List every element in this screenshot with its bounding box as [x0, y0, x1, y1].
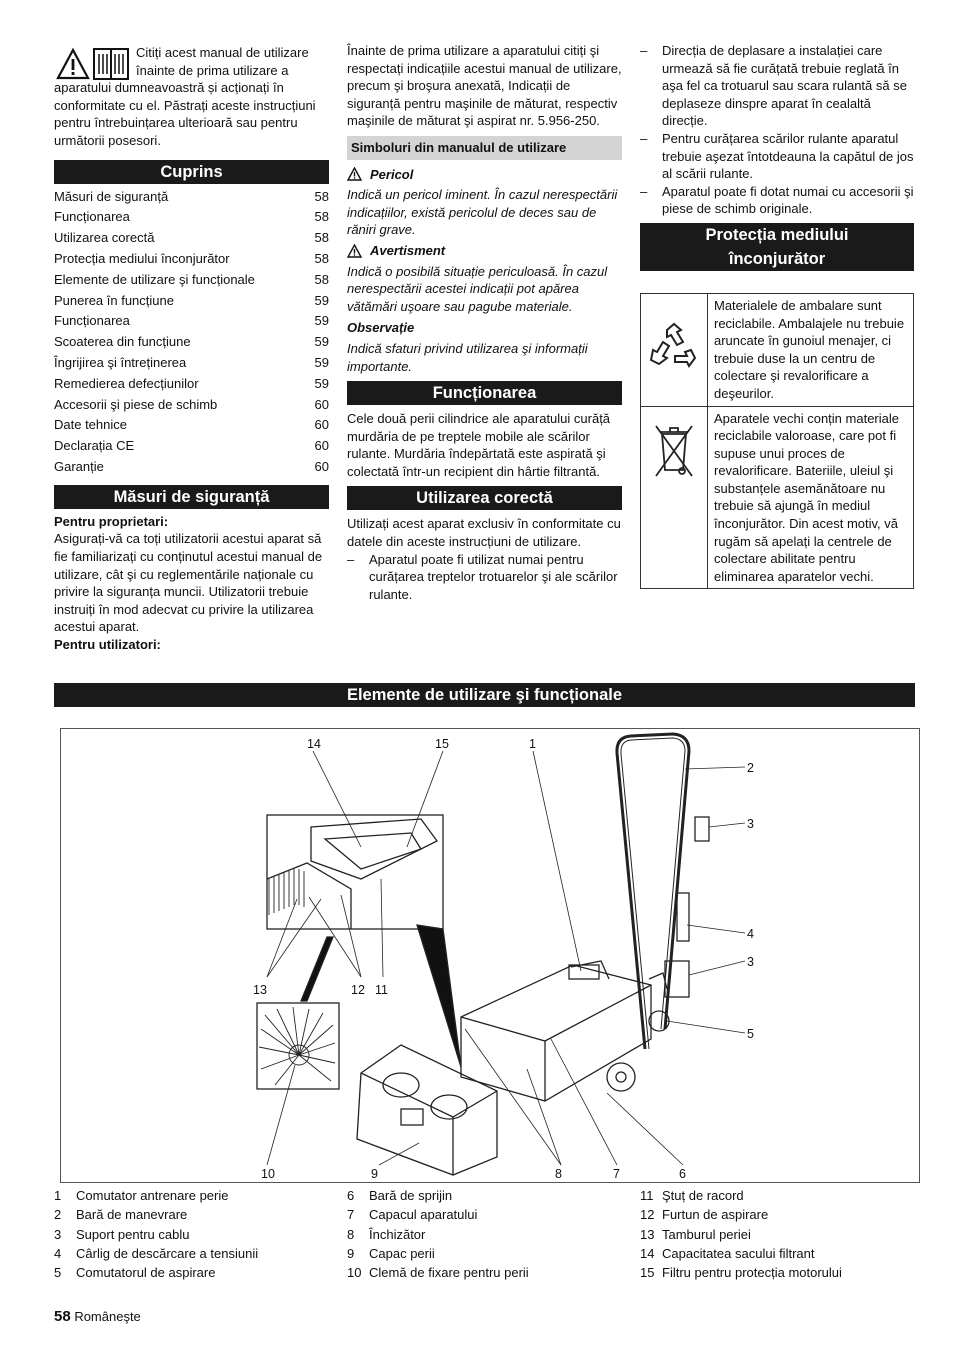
- toc-item-label: Accesorii şi piese de schimb: [54, 396, 218, 412]
- recycle-icon: [647, 320, 701, 374]
- legend-item: [54, 1263, 258, 1282]
- legend-item: [640, 1244, 842, 1263]
- figure-callout-number: 2: [747, 761, 754, 775]
- legend-number: 14: [640, 1245, 655, 1261]
- toc-item[interactable]: [54, 311, 329, 332]
- toc-item[interactable]: [54, 207, 329, 228]
- toc-item-page: 60: [314, 396, 329, 412]
- warning-manual-icons: [56, 48, 130, 80]
- direction-list-item: – Direcția de deplasare a instalației care urmează să fie curățată trebuie reglată în aşa fel ca trotuarul sau scara rulantă să se deplaseze dinspre aparat în cealaltă direcție.: [640, 42, 914, 130]
- direction-list-text: Aparatul poate fi dotat numai cu accesorii şi piese de schimb originale.: [662, 183, 914, 217]
- figure-callout-number: 12: [351, 983, 365, 997]
- warning-text: Indică o posibilă situație periculoasă. În cazul nerespectării acestei indicații pot apărea vătămări uşoare sau pagube materiale.: [347, 263, 608, 314]
- figure-callout-number: 7: [613, 1167, 620, 1181]
- env-table: [640, 293, 914, 590]
- weee-text: Aparatele vechi conțin materiale reciclabile valoroase, care pot fi supuse unui proces de revalorificare. Bateriile, uleiul şi substanțele asemănătoare nu trebuie să ajungă în mediul înconjurător. Din acest motiv, vă rugăm să apelați la centrele de colectare abilitate pentru eliminarea aparatelor vechi.: [708, 406, 914, 589]
- weee-cell: [641, 406, 708, 589]
- toc-item[interactable]: [54, 395, 329, 416]
- toc-item-page: 58: [314, 188, 329, 204]
- env-heading-line-2: înconjurător: [728, 249, 826, 268]
- toc-item-label: Îngrijirea şi întreținerea: [54, 354, 187, 370]
- legend-label: Furtun de aspirare: [662, 1207, 769, 1223]
- toc-item-page: 59: [314, 375, 329, 391]
- figure-callout-number: 11: [375, 983, 388, 997]
- toc-item-label: Utilizarea corectă: [54, 230, 155, 246]
- figure-callout-number: 5: [747, 1027, 754, 1041]
- legend-col-1: [54, 1186, 258, 1282]
- legend-item: [640, 1205, 842, 1224]
- symbols-heading: Simboluri din manualul de utilizare: [347, 136, 622, 160]
- toc-item-page: 60: [314, 438, 329, 454]
- func-text: Cele două perii cilindrice ale aparatului curăță murdăria de pe treptele mobile ale scărilor rulante. Murdăria îndepărtată este aspirată şi colectată într-un recipient din hârtie filtrantă.: [347, 411, 611, 479]
- note-text: Indică sfaturi privind utilizarea şi informații importante.: [347, 340, 588, 374]
- warning-label: Avertisment: [370, 242, 446, 258]
- toc-heading: Cuprins: [54, 160, 329, 184]
- figure-callout-number: 9: [371, 1167, 378, 1181]
- legend-number: 5: [54, 1265, 62, 1281]
- footer: [54, 1308, 141, 1325]
- legend-number: 13: [640, 1226, 655, 1242]
- toc-item-page: 59: [314, 334, 329, 350]
- legend-label: Suport pentru cablu: [76, 1226, 190, 1242]
- warning-triangle-icon: [56, 48, 90, 80]
- figure-callout-number: 14: [307, 737, 321, 751]
- direction-list-text: Pentru curățarea scărilor rulante aparatul trebuie aşezat întotdeauna la capătul de jos al scării rulante.: [662, 130, 914, 182]
- legend-item: [347, 1205, 529, 1224]
- legend-item: [54, 1225, 258, 1244]
- manual-book-icon: [93, 48, 129, 80]
- legend-item: [347, 1244, 529, 1263]
- toc-item-page: 58: [314, 209, 329, 225]
- toc-item-label: Funcționarea: [54, 209, 130, 225]
- legend-item: [347, 1225, 529, 1244]
- legend-number: 8: [347, 1226, 355, 1242]
- legend-label: Capacul aparatului: [369, 1207, 478, 1223]
- toc-item[interactable]: [54, 249, 329, 270]
- danger-triangle-icon: [347, 167, 362, 181]
- legend-number: 4: [54, 1245, 62, 1261]
- toc-item-page: 59: [314, 313, 329, 329]
- toc-item-label: Punerea în funcțiune: [54, 292, 174, 308]
- column-1: [54, 42, 329, 653]
- figure-callout-number: 1: [529, 737, 536, 751]
- legend-item: [640, 1263, 842, 1282]
- toc-item[interactable]: [54, 353, 329, 374]
- direction-list-text: Direcția de deplasare a instalației care urmează să fie curățată trebuie reglată în aşa fel ca trotuarul sau scara rulantă să se deplaseze dinspre aparat în cealaltă direcție.: [662, 43, 907, 129]
- machine-figure: [60, 728, 920, 1183]
- toc-item[interactable]: [54, 291, 329, 312]
- toc-item-label: Declarația CE: [54, 438, 135, 454]
- legend-label: Comutatorul de aspirare: [76, 1265, 216, 1281]
- warning-block: [347, 242, 622, 315]
- toc-item-page: 59: [314, 292, 329, 308]
- legend-label: Închizător: [369, 1226, 426, 1242]
- toc-item-label: Protecția mediului înconjurător: [54, 250, 230, 266]
- legend-label: Ştuț de racord: [662, 1188, 744, 1203]
- toc-item[interactable]: [54, 228, 329, 249]
- toc-item-label: Remedierea defecțiunilor: [54, 375, 199, 391]
- owners-label: Pentru proprietari:: [54, 513, 169, 529]
- legend-item: [347, 1186, 529, 1205]
- legend-label: Bară de manevrare: [76, 1207, 188, 1223]
- toc-item-page: 59: [314, 354, 329, 370]
- func-heading: Funcționarea: [347, 381, 622, 405]
- legend-col-2: [347, 1186, 529, 1282]
- legend-number: 1: [54, 1188, 62, 1203]
- note-label: Observație: [347, 320, 415, 336]
- use-item-text: Aparatul poate fi utilizat numai pentru curățarea treptelor trotuarelor şi ale scărilor rulante.: [369, 551, 618, 602]
- direction-list: [640, 42, 914, 218]
- legend-col-3: [640, 1186, 842, 1282]
- legend-item: [347, 1263, 529, 1282]
- legend-item: [640, 1225, 842, 1244]
- legend-number: 11: [640, 1188, 654, 1203]
- legend-number: 12: [640, 1207, 655, 1223]
- toc-item-page: 58: [314, 250, 329, 266]
- crossed-bin-icon: [652, 420, 696, 480]
- legend-label: Cârlig de descărcare a tensiunii: [76, 1245, 259, 1261]
- legend-number: 2: [54, 1207, 62, 1223]
- legend-item: [54, 1244, 258, 1263]
- legend-number: 10: [347, 1265, 362, 1281]
- toc-item-page: 60: [314, 458, 329, 474]
- warning-triangle-small-icon: [347, 244, 362, 258]
- toc-item[interactable]: [54, 436, 329, 457]
- legend-label: Bară de sprijin: [369, 1188, 453, 1203]
- intro-line-2: înainte de prima utilizare a: [136, 62, 289, 78]
- toc-item-label: Scoaterea din funcțiune: [54, 334, 191, 350]
- direction-list-item: – Pentru curățarea scărilor rulante aparatul trebuie aşezat întotdeauna la capătul de jos al scării rulante.: [640, 130, 914, 182]
- recycle-text: Materialele de ambalare sunt reciclabile. Ambalajele nu trebuie aruncate în gunoiul menajer, ci trebuie duse la un centru de colectare şi revalorificare a deşeurilor.: [708, 293, 914, 406]
- legend-label: Capacitatea sacului filtrant: [662, 1245, 815, 1261]
- danger-label: Pericol: [370, 166, 414, 182]
- env-heading-line-1: Protecția mediului: [705, 225, 849, 244]
- toc-item[interactable]: [54, 187, 329, 208]
- direction-list-item: – Aparatul poate fi dotat numai cu accesorii şi piese de schimb originale.: [640, 183, 914, 217]
- figure-callout-number: 4: [747, 927, 754, 941]
- toc-item-label: Garanție: [54, 458, 104, 474]
- legend-number: 6: [347, 1188, 355, 1203]
- legend-label: Tamburul periei: [662, 1226, 751, 1242]
- footer-language: Româneşte: [74, 1309, 141, 1324]
- env-heading: [640, 223, 914, 271]
- page-number: 58: [54, 1308, 71, 1325]
- legend-number: 3: [54, 1226, 62, 1242]
- legend-number: 7: [347, 1207, 355, 1223]
- toc-item[interactable]: [54, 270, 329, 291]
- safety-section: [54, 513, 329, 654]
- figure-callout-number: 3: [747, 817, 754, 831]
- note-block: [347, 319, 622, 375]
- legend-number: 15: [640, 1265, 655, 1281]
- figure-callout-number: 10: [261, 1167, 275, 1181]
- column-2: [347, 42, 622, 603]
- danger-text: Indică un pericol iminent. În cazul nerespectării indicațiilor, există pericolul de deces sau de răniri grave.: [347, 187, 618, 238]
- intro-block: [54, 42, 329, 150]
- use-text: Utilizați acest aparat exclusiv în conformitate cu datele din aceste instrucțiuni de utilizare.: [347, 516, 621, 550]
- legend-item: [54, 1205, 258, 1224]
- legend-number: 9: [347, 1245, 355, 1261]
- toc-item-page: 58: [314, 230, 329, 246]
- elements-heading: Elemente de utilizare şi funcționale: [54, 683, 915, 707]
- figure-callout-number: 8: [555, 1167, 562, 1181]
- toc-item-label: Date tehnice: [54, 417, 127, 433]
- escalator-cleaner-drawing: [61, 729, 919, 1182]
- recycle-cell: [641, 293, 708, 406]
- owners-text: Asigurați-vă ca toți utilizatorii acestui aparat să fie familiarizați cu conținutul acestui manual de utilizare, cât şi cu reglementările naționale cu privire la siguranța muncii. Utilizatorii trebuie instruiți în mod adecvat cu privire la utilizarea acestui aparat.: [54, 531, 323, 635]
- legend-label: Filtru pentru protecția motorului: [662, 1265, 842, 1281]
- legend-item: [640, 1186, 842, 1205]
- toc-item-label: Elemente de utilizare şi funcționale: [54, 271, 255, 287]
- toc-item-page: 60: [314, 417, 329, 433]
- legend-label: Comutator antrenare perie: [76, 1188, 229, 1203]
- figure-callout-number: 3: [747, 955, 754, 969]
- danger-block: [347, 166, 622, 239]
- toc-item-label: Măsuri de siguranță: [54, 188, 169, 204]
- use-item: – Aparatul poate fi utilizat numai pentru curățarea treptelor trotuarelor şi ale scărilor rulante.: [347, 551, 622, 604]
- toc-list: [54, 187, 329, 478]
- users-label: Pentru utilizatori:: [54, 636, 161, 652]
- use-heading: Utilizarea corectă: [347, 486, 622, 510]
- legend-label: Clemă de fixare pentru perii: [369, 1265, 529, 1281]
- toc-item[interactable]: [54, 374, 329, 395]
- safety-heading: Măsuri de siguranță: [54, 485, 329, 509]
- toc-item[interactable]: [54, 457, 329, 478]
- toc-item[interactable]: [54, 332, 329, 353]
- toc-item-label: Funcționarea: [54, 313, 130, 329]
- figure-callout-number: 6: [679, 1167, 686, 1181]
- figure-callout-number: 13: [253, 983, 267, 997]
- legend-item: [54, 1186, 258, 1205]
- toc-item-page: 58: [314, 271, 329, 287]
- intro-rest: aparatului dumneavoastră și acționați în conformitate cu el. Păstrați aceste instrucțiuni pentru întrebuințarea ulterioară sau pentru următorii posesori.: [54, 80, 316, 148]
- column-3: [640, 42, 914, 589]
- intro-line-1: Citiți acest manual de utilizare: [136, 45, 309, 60]
- legend-label: Capac perii: [369, 1245, 435, 1261]
- figure-callout-number: 15: [435, 737, 449, 751]
- toc-item[interactable]: [54, 415, 329, 436]
- col2-intro: Înainte de prima utilizare a aparatului citiți şi respectați indicațiile acestui manual de utilizare, precum şi broşura anexată, Indicații de siguranță pentru maşinile de măturat, respectiv maşinile de măturat şi aspirat nr. 5.956-250.: [347, 43, 622, 129]
